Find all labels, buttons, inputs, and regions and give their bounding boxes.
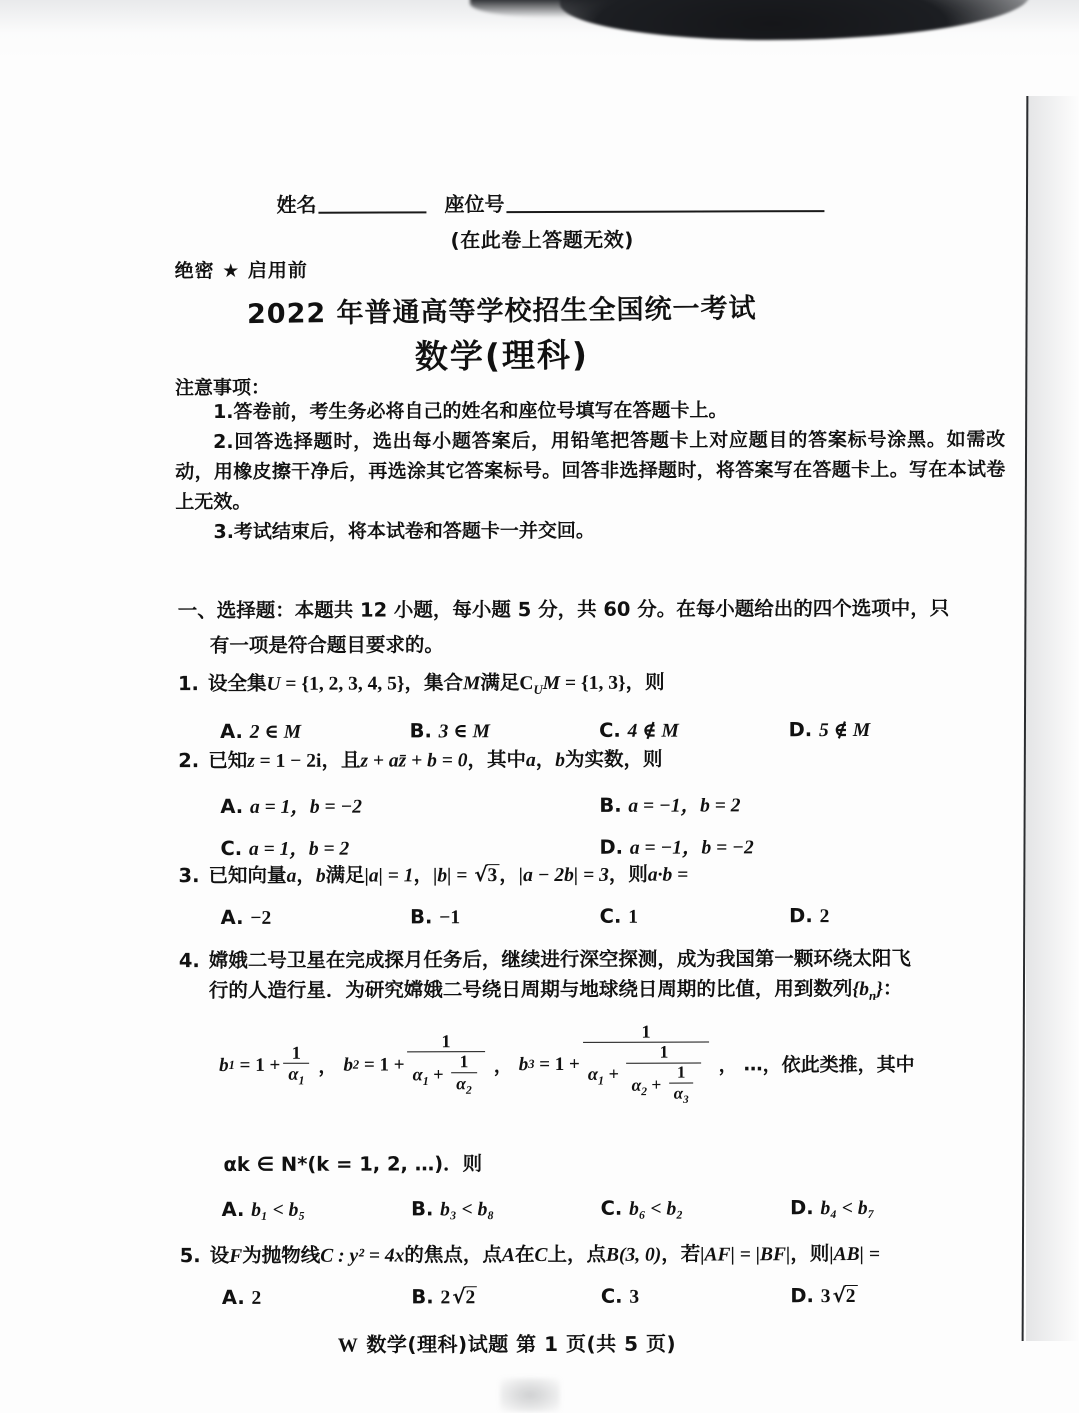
q5-focus-f: F — [229, 1245, 243, 1267]
q4-b1-formula: b 1 = 1 + $\frac{1}{\alpha_1}$ — [219, 1043, 312, 1089]
q4-sep-2: ， — [493, 1055, 513, 1078]
q3-question-expr: a·b = — [647, 864, 689, 886]
q5-option-a[interactable]: A. 2 — [221, 1285, 262, 1310]
question-1-text — [208, 667, 978, 706]
q3-condition-3: |a − 2b| = 3 — [518, 864, 609, 887]
notice-list — [175, 395, 1005, 548]
q5-option-b[interactable]: B. 2√2 — [411, 1285, 601, 1310]
question-5-text — [210, 1239, 980, 1272]
question-2-number: 2. — [178, 749, 200, 773]
notice-item-1: 1.答卷前，考生务必将自己的姓名和座位号填写在答题卡上。 — [213, 399, 728, 424]
bottom-smudge — [500, 1378, 560, 1412]
q1-part-4: ，则 — [625, 670, 665, 694]
q2-part-3: ，其中 — [467, 748, 527, 772]
q4-stem-line-2-pre: 行的人造行星．为研究嫦娥二号绕日周期与地球绕日周期的比值，用到数列 — [208, 977, 853, 1003]
q1-complement-values: = {1, 3} — [560, 672, 626, 694]
q5-part-5: 上，点 — [547, 1242, 607, 1266]
q1-part-2: ，集合 — [404, 671, 464, 695]
q5-part-2: 为抛物线 — [242, 1243, 321, 1267]
q1-option-c[interactable]: C. 4 ∉ M — [599, 718, 679, 742]
page-footer — [2, 1327, 1012, 1359]
q3-option-b[interactable]: B. −1 — [410, 905, 461, 929]
q3-sqrt3: √3 — [474, 863, 498, 887]
q4-sep-1: ， — [318, 1055, 338, 1078]
question-1-stem — [178, 667, 978, 706]
q2-option-c[interactable]: C. a = 1，b = 2 — [220, 836, 350, 861]
question-4-number: 4. — [178, 949, 200, 973]
section-heading — [178, 591, 968, 663]
q5-parabola-equation: C : y² = 4x — [320, 1245, 405, 1267]
q3-part-2: ， — [296, 863, 316, 887]
footer-text: 数学(理科)试题 第 1 页(共 5 页) — [366, 1331, 677, 1357]
q4-tail-text: ，依此类推，其中 — [762, 1054, 915, 1077]
q4-option-c[interactable]: C. b₆ < b₂ — [600, 1196, 684, 1220]
q1-complement-symbol: C — [519, 673, 534, 695]
question-1-options — [178, 718, 978, 745]
q5-option-b-radical: √2 — [452, 1285, 476, 1309]
q2-complex-z: z — [247, 750, 255, 772]
q2-option-d[interactable]: D. a = −1，b = −2 — [599, 835, 754, 859]
q5-point-a: A — [501, 1245, 515, 1267]
q5-option-d[interactable]: D. 3√2 — [790, 1284, 980, 1309]
q5-point-b: B(3, 0) — [605, 1244, 662, 1266]
answer-invalid-note: (在此卷上答题无效) — [450, 227, 634, 253]
page-edge-gradient — [1026, 96, 1079, 1341]
seat-number-label: 座位号 — [444, 192, 505, 217]
q1-complement-subscript: U — [533, 682, 543, 697]
q4-alpha-condition: αk ∈ N*(k = 1, 2, …)．则 — [223, 1152, 483, 1176]
exam-title: 2022 年普通高等学校招生全国统一考试 — [246, 293, 757, 331]
question-3 — [178, 859, 978, 931]
q2-part-4: ， — [535, 747, 556, 772]
q1-universal-set: U — [266, 673, 281, 695]
question-1 — [178, 667, 978, 744]
q2-part-2: ，且 — [321, 748, 361, 772]
seat-number-blank-line[interactable] — [506, 210, 824, 213]
q5-condition: |AF| = |BF| — [700, 1244, 791, 1266]
q4-sequence-symbol: $\{b_n\}$ — [852, 978, 883, 1003]
question-2-options-row2 — [178, 831, 978, 862]
q4-b3-formula: b 3 = 1 + 1 $\alpha_1$ + 1 $\alpha_2$ + $\frac{1}{\alpha_3}$ — [519, 1021, 713, 1107]
question-3-text — [208, 859, 978, 892]
q2-z-value: = 1 − 2i — [254, 750, 322, 772]
q3-part-1: 已知向量 — [208, 863, 287, 888]
q5-part-4: 在 — [514, 1243, 535, 1267]
q4-stem-line-1: 嫦娥二号卫星在完成探月任务后，继续进行深空探测，成为我国第一颗环绕太阳飞 — [208, 946, 911, 973]
question-5-number: 5. — [179, 1244, 201, 1268]
q2-var-b: b — [555, 749, 566, 771]
q5-part-7: ，则 — [790, 1242, 830, 1266]
q5-question-expr: |AB| = — [829, 1243, 880, 1266]
q5-part-3: 的焦点，点 — [404, 1243, 502, 1267]
section-heading-line2: 有一项是符合题目要求的。 — [209, 633, 444, 658]
q4-continued-fractions — [219, 1021, 979, 1109]
question-2-text — [208, 744, 978, 777]
q4-stem-line-2-post: ： — [882, 976, 903, 1000]
name-label: 姓名 — [276, 192, 317, 217]
q5-option-d-radical: √2 — [832, 1284, 856, 1308]
q5-option-c[interactable]: C. 3 — [600, 1284, 640, 1308]
q1-set-values: = {1, 2, 3, 4, 5} — [280, 673, 405, 695]
identity-row — [276, 187, 824, 218]
footer-mark: W — [337, 1334, 359, 1357]
notice-item-3: 3.考试结束后，将本试卷和答题卡一并交回。 — [213, 519, 595, 544]
question-3-number: 3. — [178, 864, 200, 888]
q2-part-5: 为实数，则 — [564, 747, 663, 771]
question-3-options — [179, 904, 979, 931]
subject-title: 数学(理科) — [414, 335, 590, 377]
q3-part-3: 满足 — [325, 863, 365, 887]
q2-option-b[interactable]: B. a = −1，b = 2 — [599, 793, 741, 817]
question-4-stem — [179, 944, 979, 1013]
q1-option-b[interactable]: B. 3 ∈ M — [409, 719, 490, 743]
q3-condition-2-pre: |b| = — [433, 865, 473, 887]
top-secret-line: 绝密 ★ 启用前 — [174, 259, 308, 283]
notice-item-2: 2.回答选择题时，选出每小题答案后，用铅笔把答题卡上对应题目的答案标号涂黑。如需改动，用橡皮擦干净后，再选涂其它答案标号。回答非选择题时，将答案写在答题卡上。写在本试卷上无效。 — [175, 428, 1006, 514]
q1-set-m2: M — [542, 672, 561, 694]
q3-part-4: ， — [413, 863, 434, 887]
question-4-options-block — [179, 1182, 979, 1223]
question-4-text — [209, 944, 979, 1013]
q1-option-a[interactable]: A. 2 ∈ M — [220, 719, 302, 743]
question-4 — [179, 944, 979, 1013]
q3-part-5: ， — [499, 863, 519, 887]
question-2-options-row1 — [178, 789, 978, 820]
q1-set-m: M — [463, 673, 481, 695]
q2-var-a: a — [525, 750, 536, 772]
q2-equation: z + az̄ + b = 0 — [360, 750, 468, 772]
q4-b2-formula: b 2 = 1 + 1 $\alpha_1$ + $\frac{1}{\alpha_2}$ — [343, 1031, 487, 1099]
q3-option-d[interactable]: D. 2 — [789, 904, 830, 928]
q5-curve-c: C — [534, 1244, 548, 1267]
q5-part-1: 设 — [209, 1243, 230, 1268]
q2-part-1: 已知 — [208, 748, 248, 773]
q3-part-6: ，则 — [608, 862, 648, 886]
q1-part-3: 满足 — [480, 671, 520, 695]
q2-option-a[interactable]: A. a = 1，b = −2 — [220, 794, 363, 819]
q4-option-d[interactable]: D. b₄ < b₇ — [790, 1196, 875, 1220]
q3-vector-b: b — [315, 865, 326, 887]
q4-option-a[interactable]: A. b₁ < b₅ — [221, 1197, 306, 1222]
name-blank-line[interactable] — [318, 211, 426, 213]
q4-sep-3: ， — [718, 1054, 738, 1077]
q3-option-a[interactable]: A. −2 — [220, 905, 272, 930]
q4-option-b[interactable]: B. b₃ < b₈ — [411, 1197, 495, 1221]
q4-ellipsis: … — [743, 1053, 763, 1076]
q5-part-6: ，若 — [661, 1242, 701, 1266]
q1-part-1: 设全集 — [207, 671, 267, 696]
question-2-stem — [178, 744, 978, 778]
question-5-options — [180, 1284, 980, 1311]
section-heading-line1: 一、选择题：本题共 12 小题，每小题 5 分，共 60 分。在每小题给出的四个选项中，只 — [177, 596, 950, 623]
notice-heading: 注意事项： — [174, 376, 271, 400]
q3-condition-1: |a| = 1 — [364, 865, 414, 887]
q3-vector-a: a — [286, 865, 297, 887]
question-4-options — [180, 1196, 980, 1223]
q3-option-c[interactable]: C. 1 — [599, 904, 638, 928]
question-5-stem — [180, 1239, 980, 1273]
question-5 — [180, 1239, 980, 1311]
question-3-stem — [178, 859, 978, 893]
question-1-number: 1. — [177, 672, 199, 696]
question-2 — [178, 744, 978, 862]
q1-option-d[interactable]: D. 5 ∉ M — [788, 718, 871, 742]
